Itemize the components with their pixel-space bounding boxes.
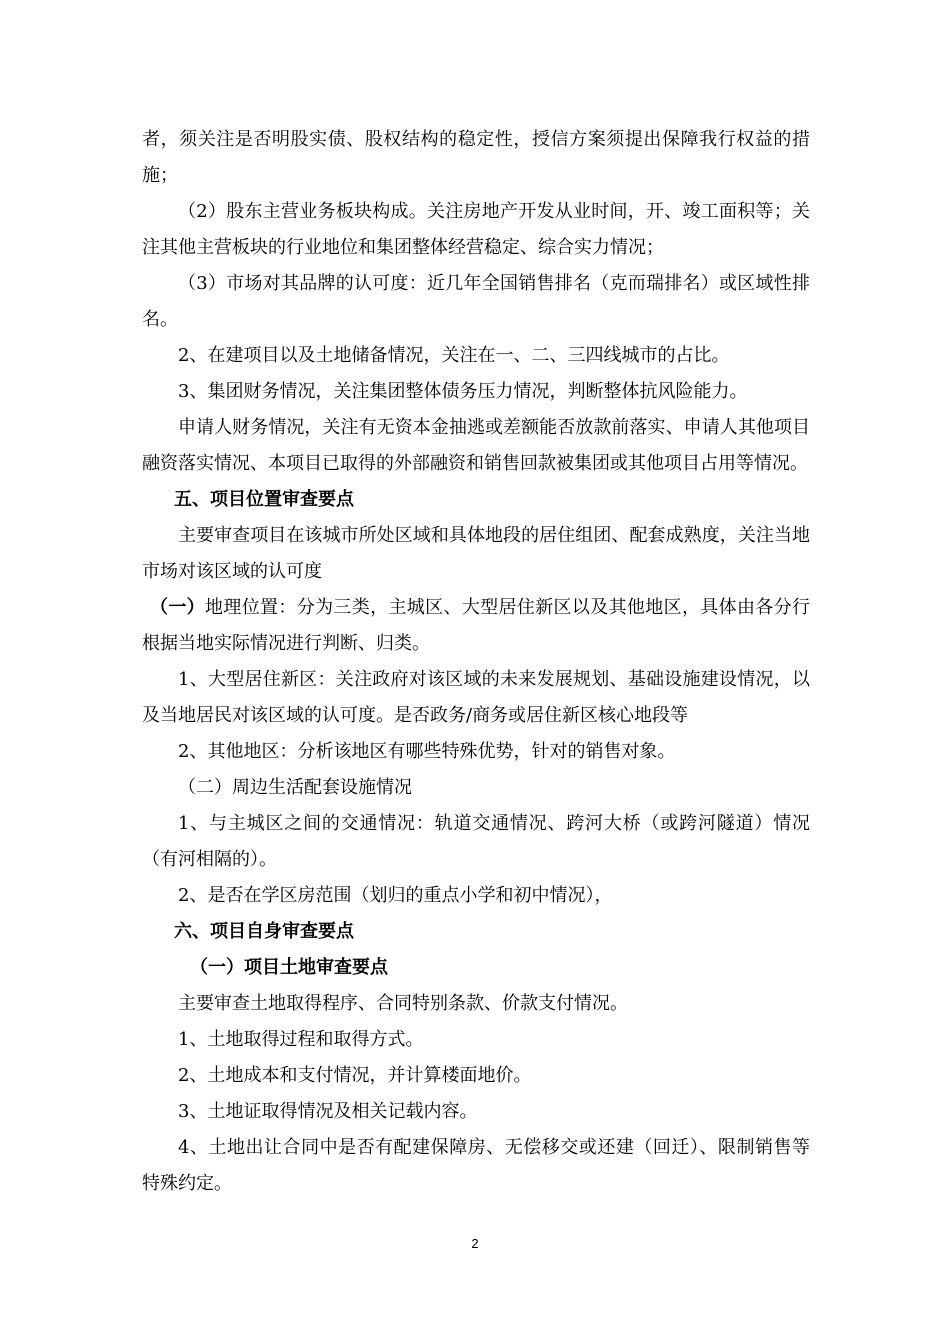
paragraph-land-contract: 4、土地出让合同中是否有配建保障房、无偿移交或还建（回迁）、限制销售等特殊约定。 xyxy=(142,1137,810,1194)
paragraph-geo-location: （一）地理位置：分为三类，主城区、大型居住新区以及其他地区，具体由各分行根据当地实际情况进行判断、归类。 xyxy=(142,597,810,654)
paragraph-group-finance: 3、集团财务情况，关注集团整体债务压力情况，判断整体抗风险能力。 xyxy=(178,381,748,402)
paragraph-surrounding-facilities: （二）周边生活配套设施情况 xyxy=(178,777,412,798)
paragraph-shareholder-business: （2）股东主营业务板块构成。关注房地产开发从业时间，开、竣工面积等；关注其他主营板块的行业地位和集团整体经营稳定、综合实力情况； xyxy=(142,201,810,258)
paragraph-continued: 者，须关注是否明股实债、股权结构的稳定性，授信方案须提出保障我行权益的措施； xyxy=(142,129,810,186)
subsection-heading-land: （一）项目土地审查要点 xyxy=(190,957,388,978)
paragraph-school-district: 2、是否在学区房范围（划归的重点小学和初中情况）， xyxy=(178,885,613,906)
paragraph-land-acquisition: 1、土地取得过程和取得方式。 xyxy=(178,1029,424,1050)
section-heading-project: 六、项目自身审查要点 xyxy=(174,921,354,942)
page-number: 2 xyxy=(471,1236,479,1251)
paragraph-location-intro: 主要审查项目在该城市所处区域和具体地段的居住组团、配套成熟度，关注当地市场对该区域的认可度 xyxy=(142,525,810,582)
paragraph-other-areas: 2、其他地区：分析该地区有哪些特殊优势，针对的销售对象。 xyxy=(178,741,676,762)
paragraph-land-cost: 2、土地成本和支付情况，并计算楼面地价。 xyxy=(178,1065,532,1086)
paragraph-applicant-finance: 申请人财务情况，关注有无资本金抽逃或差额能否放款前落实、申请人其他项目融资落实情况、本项目已取得的外部融资和销售回款被集团或其他项目占用等情况。 xyxy=(142,417,810,474)
paragraph-brand-recognition: （3）市场对其品牌的认可度：近几年全国销售排名（克而瑞排名）或区域性排名。 xyxy=(142,273,810,330)
subheading-label: （一） xyxy=(150,597,206,618)
section-heading-location: 五、项目位置审查要点 xyxy=(174,489,354,510)
paragraph-land-certificate: 3、土地证取得情况及相关记载内容。 xyxy=(178,1101,478,1122)
paragraph-land-intro: 主要审查土地取得程序、合同特别条款、价款支付情况。 xyxy=(178,993,628,1014)
paragraph-traffic: 1、与主城区之间的交通情况：轨道交通情况、跨河大桥（或跨河隧道）情况（有河相隔的）。 xyxy=(142,813,810,870)
paragraph-land-reserve: 2、在建项目以及土地储备情况，关注在一、二、三四线城市的占比。 xyxy=(178,345,730,366)
paragraph-new-district: 1、大型居住新区：关注政府对该区域的未来发展规划、基础设施建设情况，以及当地居民对该区域的认可度。是否政务/商务或居住新区核心地段等 xyxy=(142,669,810,726)
document-body xyxy=(142,122,810,1202)
